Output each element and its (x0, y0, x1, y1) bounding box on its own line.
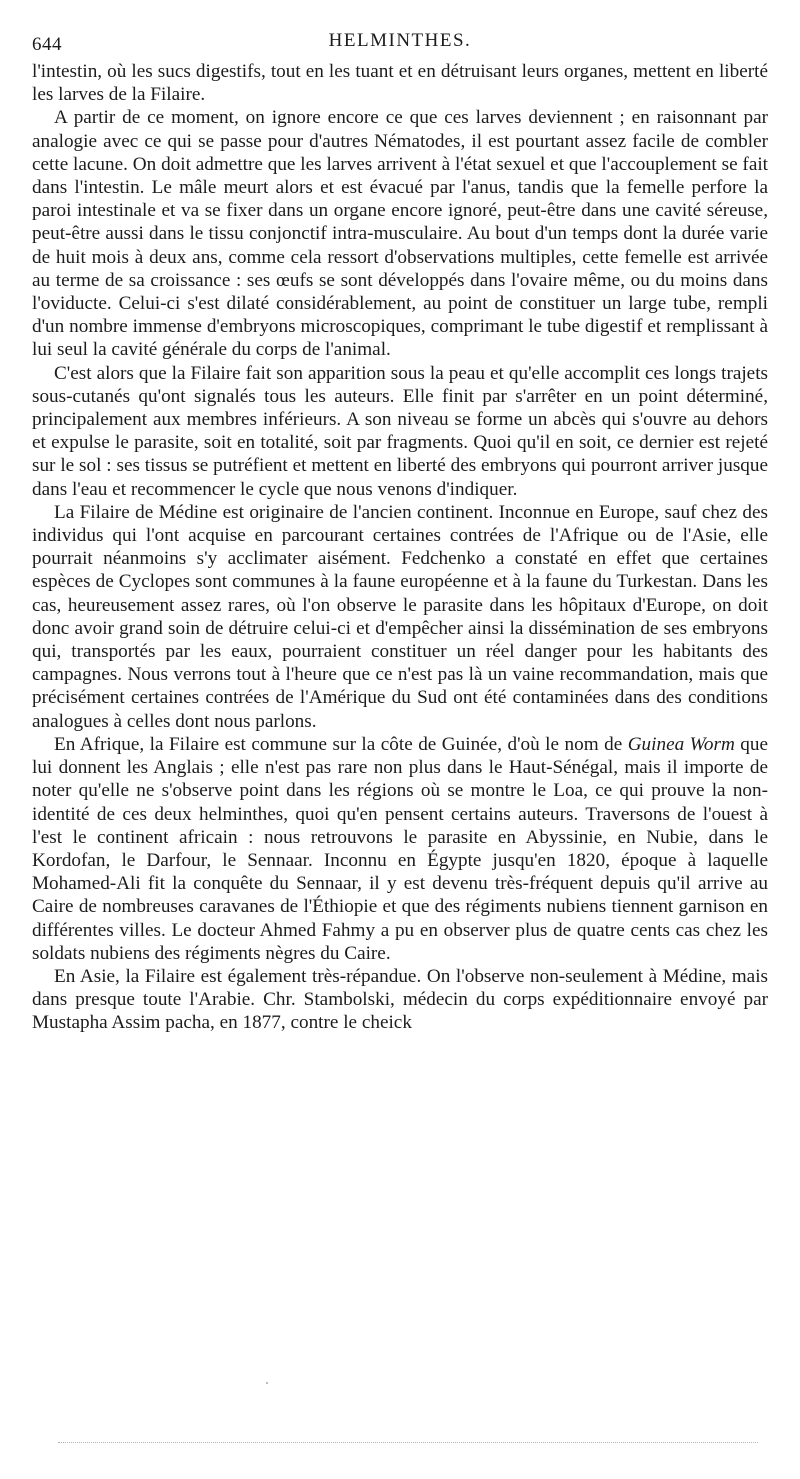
page-header (32, 28, 768, 54)
paragraph-intestin: l'intestin, où les sucs digestifs, tout en les tuant et en détruisant leurs organes, mettent en liberté les larves de la Filaire. (32, 61, 768, 106)
paragraph-larves: A partir de ce moment, on ignore encore ce que ces larves deviennent ; en raisonnant par analogie avec ce qui se passe pour d'autres Nématodes, il est pourtant assez facile de combler cette lacune. On doit admettre que les larves arrivent à l'état sexuel et que l'accouplement se fait dans l'intestin. Le mâle meurt alors et est évacué par l'anus, tandis que la femelle perfore la paroi intestinale et va se fixer dans un organe encore ignoré, peut-être dans une cavité séreuse, peut-être aussi dans le tissu conjonctif intra-musculaire. Au bout d'un temps dont la durée varie de huit mois à deux ans, comme cela ressort d'observations multiples, cette femelle est arrivée au terme de sa croissance : ses œufs se sont développés dans l'ovaire même, ou du moins dans l'oviducte. Celui-ci s'est dilaté considérablement, au point de constituer un large tube, rempli d'un nombre immense d'embryons microscopiques, comprimant le tube digestif et remplissant à lui seul la cavité générale du corps de l'animal. (32, 107, 768, 361)
footer-dotted-rule (58, 1442, 758, 1445)
paragraph-origine: La Filaire de Médine est originaire de l'ancien continent. Inconnue en Europe, sauf chez des individus qui l'ont acquise en parcourant certaines contrées de l'Afrique ou de l'Asie, elle pourrait néanmoins s'y acclimater aisément. Fedchenko a constaté en effet que certaines espèces de Cyclopes sont communes à la faune européenne et à la faune du Turkestan. Dans les cas, heureusement assez rares, où l'on observe le parasite dans les hôpitaux d'Europe, on doit donc avoir grand soin de détruire celui-ci et d'empêcher ainsi la dissémination de ses embryons qui, transportés par les eaux, pourraient constituer un réel danger pour les habitants des campagnes. Nous verrons tout à l'heure que ce n'est pas là un vaine recommandation, mais que précisément certaines contrées de l'Amérique du Sud ont été contaminées dans des conditions analogues à celles dont nous parlons. (32, 501, 768, 732)
page-number: 644 (32, 34, 62, 55)
scan-speck (266, 1382, 268, 1384)
paragraph-apparition: C'est alors que la Filaire fait son apparition sous la peau et qu'elle accomplit ces longs trajets sous-cutanés qu'ont signalés tous les auteurs. Elle finit par s'arrêter en un point déterminé, principalement aux membres inférieurs. A son niveau se forme un abcès qui s'ouvre au dehors et expulse le parasite, soit en totalité, soit par fragments. Quoi qu'il en soit, ce dernier est rejeté sur le sol : ses tissus se putréfient et mettent en liberté des embryons qui pourront arriver jusque dans l'eau et recommencer le cycle que nous venons d'indiquer. (32, 362, 768, 500)
paragraph-afrique-text-end: que lui donnent les Anglais ; elle n'est pas rare non plus dans le Haut-Sénégal, mais il importe de noter qu'elle ne s'observe point dans les régions où se montre le Loa, ce qui prouve la non-identité de ces deux helminthes, quoi qu'en pensent certains auteurs. Traversons de l'ouest à l'est le continent africain : nous retrouvons le parasite en Abyssinie, en Nubie, dans le Kordofan, le Darfour, le Sennaar. Inconnu en Égypte jusqu'en 1820, époque à laquelle Mohamed-Ali fit la conquête du Sennaar, il y est devenu très-fréquent depuis qu'il arrive au Caire de nombreuses caravanes de l'Éthiopie et que des régiments nubiens tiennent garnison en différentes villes. Le docteur Ahmed Fahmy a pu en observer plus de quatre cents cas chez les soldats nubiens des régiments nègres du Caire. (32, 733, 768, 964)
guinea-worm-term: Guinea Worm (627, 733, 735, 755)
paragraph-asie: En Asie, la Filaire est également très-répandue. On l'observe non-seulement à Médine, mais dans presque toute l'Arabie. Chr. Stambolski, médecin du corps expéditionnaire envoyé par Mustapha Assim pacha, en 1877, contre le cheick (32, 965, 768, 1034)
running-head: HELMINTHES. (328, 30, 472, 51)
page (32, 28, 768, 1035)
paragraph-afrique (32, 733, 768, 965)
paragraph-afrique-text-start: En Afrique, la Filaire est commune sur la côte de Guinée, d'où le nom de (54, 733, 628, 755)
body-text (32, 60, 768, 1035)
